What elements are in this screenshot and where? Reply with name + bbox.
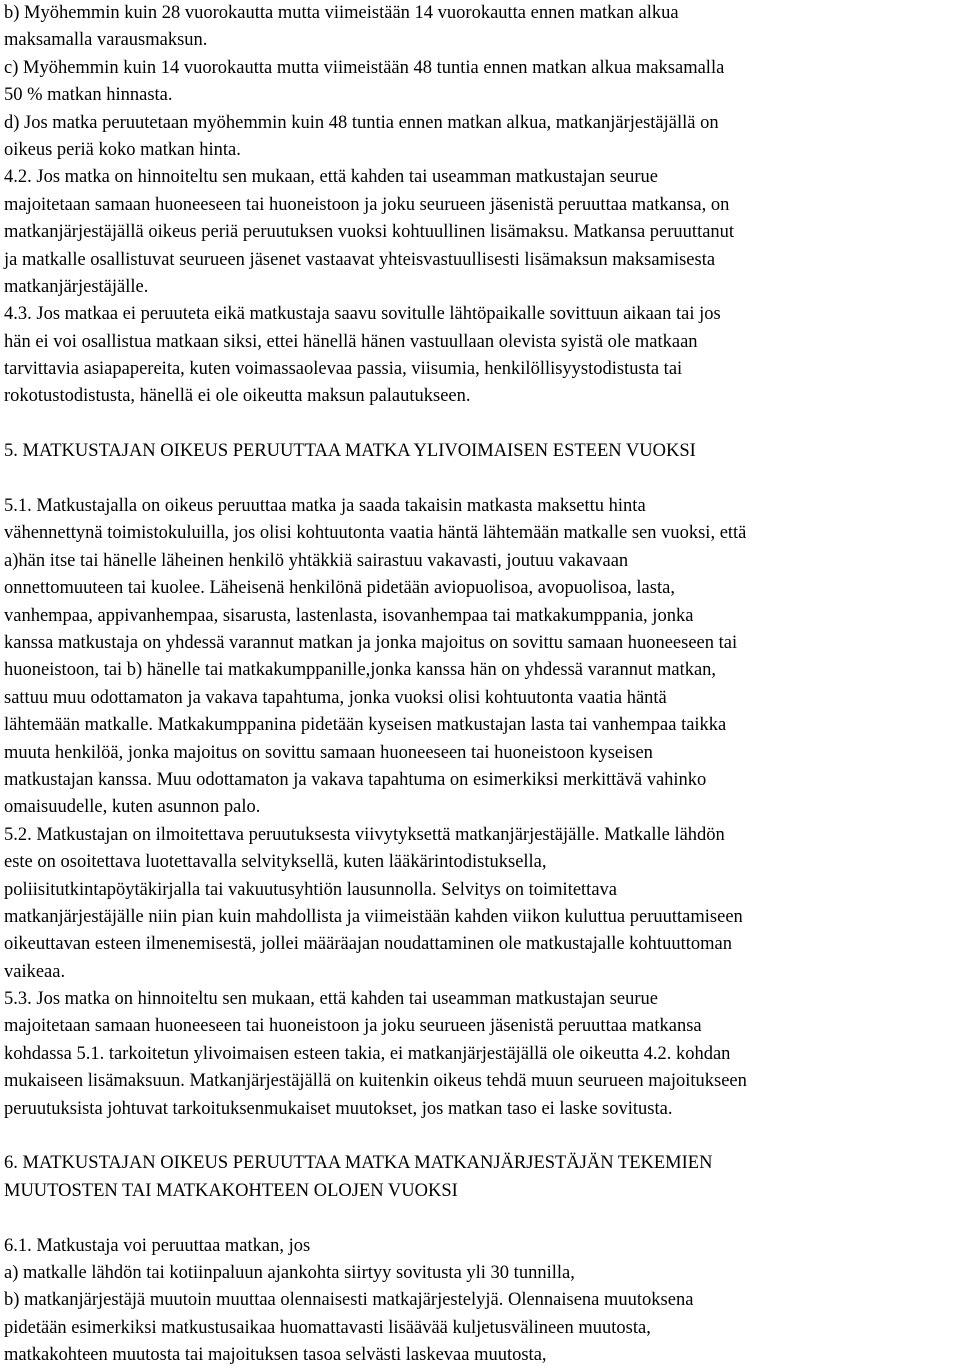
text-line: este on osoitettava luotettavalla selvityksellä, kuten lääkärintodistuksella, [4, 852, 547, 873]
text-line: vähennettynä toimistokuluilla, jos olisi kohtuutonta vaatia häntä lähtemään matkalle sen vuoksi, että [4, 523, 747, 544]
text-line: matkakohteen muutosta tai majoituksen tasoa selvästi laskevaa muutosta, [4, 1345, 547, 1366]
text-line: oikeuttavan esteen ilmenemisestä, jollei määräajan noudattaminen ole matkustajalle kohtuuttoman [4, 934, 732, 955]
text-line: pidetään esimerkiksi matkustusaikaa huomattavasti lisäävää kuljetusvälineen muutosta, [4, 1317, 651, 1338]
section-5-heading: 5. MATKUSTAJAN OIKEUS PERUUTTAA MATKA YLIVOIMAISEN ESTEEN VUOKSI [4, 441, 696, 462]
text-line: omaisuudelle, kuten asunnon palo. [4, 797, 261, 818]
blank-line [4, 1205, 956, 1232]
text-line: tarvittavia asiapapereita, kuten voimassaolevaa passia, viisumia, henkilöllisyystodistusta tai [4, 359, 683, 380]
text-line: onnettomuuteen tai kuolee. Läheisenä henkilönä pidetään aviopuolisoa, avopuolisoa, lasta, [4, 578, 675, 599]
text-line: poliisitutkintapöytäkirjalla tai vakuutusyhtiön lausunnolla. Selvitys on toimitettava [4, 879, 617, 900]
text-line: matkanjärjestäjälle niin pian kuin mahdollista ja viimeistään kahden viikon kuluttua peruuttamiseen [4, 906, 743, 927]
text-line: hän ei voi osallistua matkaan siksi, ettei hänellä hänen vastuullaan olevista syistä ole matkaan [4, 331, 698, 352]
text-line: majoitetaan samaan huoneeseen tai huoneistoon ja joku seurueen jäsenistä peruuttaa matkansa, on [4, 194, 730, 215]
text-line: b) matkanjärjestäjä muutoin muuttaa olennaisesti matkajärjestelyjä. Olennaisena muutoksena [4, 1290, 694, 1311]
text-line: sattuu muu odottamaton ja vakava tapahtuma, jonka vuoksi olisi kohtuutonta vaatia häntä [4, 687, 667, 708]
text-line: mukaiseen lisämaksuun. Matkanjärjestäjällä on kuitenkin oikeus tehdä muun seurueen majoitukseen [4, 1071, 747, 1092]
text-line: oikeus periä koko matkan hinta. [4, 139, 241, 160]
text-line: kohdassa 5.1. tarkoitetun ylivoimaisen esteen takia, ei matkanjärjestäjällä ole oikeutta 4.2. kohdan [4, 1043, 731, 1064]
text-line: a) matkalle lähdön tai kotiinpaluun ajankohta siirtyy sovitusta yli 30 tunnilla, [4, 1262, 575, 1283]
text-line: muuta henkilöä, jonka majoitus on sovittu samaan huoneeseen tai huoneistoon kyseisen [4, 742, 653, 763]
section-4-2-line: 4.2. Jos matka on hinnoiteltu sen mukaan, että kahden tai useamman matkustajan seurue [4, 167, 659, 188]
text-line: kanssa matkustaja on yhdessä varannut matkan ja jonka majoitus on sovittu samaan huoneeseen tai [4, 632, 738, 653]
section-6-heading-continued: MUUTOSTEN TAI MATKAKOHTEEN OLOJEN VUOKSI [4, 1180, 458, 1201]
text-line: b) Myöhemmin kuin 28 vuorokautta mutta viimeistään 14 vuorokautta ennen matkan alkua [4, 3, 679, 23]
text-line: rokotustodistusta, hänellä ei ole oikeutta maksun palautukseen. [4, 386, 471, 407]
blank-line [4, 411, 956, 438]
text-line: a)hän itse tai hänelle läheinen henkilö yhtäkkiä sairastuu vakavasti, joutuu vakavaan [4, 550, 629, 571]
text-line: matkustajan kanssa. Muu odottamaton ja vakava tapahtuma on esimerkiksi merkittävä vahinko [4, 769, 707, 790]
text-line: vanhempaa, appivanhempaa, sisarusta, lastenlasta, isovanhempaa tai matkakumppania, jonka [4, 605, 694, 626]
text-line: vaikeaa. [4, 961, 66, 982]
section-5-1-line: 5.1. Matkustajalla on oikeus peruuttaa matka ja saada takaisin matkasta maksettu hinta [4, 496, 646, 517]
text-line: huoneistoon, tai b) hänelle tai matkakumppanille,jonka kanssa hän on yhdessä varannut matkan, [4, 660, 717, 681]
section-6-heading: 6. MATKUSTAJAN OIKEUS PERUUTTAA MATKA MATKANJÄRJESTÄJÄN TEKEMIEN [4, 1153, 713, 1174]
text-line: 50 % matkan hinnasta. [4, 85, 173, 106]
text-line: matkanjärjestäjälle. [4, 276, 149, 297]
text-line: majoitetaan samaan huoneeseen tai huoneistoon ja joku seurueen jäsenistä peruuttaa matkansa [4, 1016, 702, 1037]
text-line: matkanjärjestäjällä oikeus periä peruutuksen vuoksi kohtuullinen lisämaksu. Matkansa peruuttanut [4, 222, 735, 243]
section-4-3-line: 4.3. Jos matkaa ei peruuteta eikä matkustaja saavu sovitulle lähtöpaikalle sovittuun aikaan tai jos [4, 304, 721, 325]
blank-line [4, 1123, 956, 1150]
text-line: ja matkalle osallistuvat seurueen jäsenet vastaavat yhteisvastuullisesti lisämaksun maksamisesta [4, 249, 716, 270]
text-line: maksamalla varausmaksun. [4, 30, 208, 51]
text-line: lähtemään matkalle. Matkakumppanina pidetään kyseisen matkustajan lasta tai vanhempaa taikka [4, 715, 727, 736]
text-line: d) Jos matka peruutetaan myöhemmin kuin 48 tuntia ennen matkan alkua, matkanjärjestäjällä on [4, 112, 719, 133]
text-line: peruutuksista johtuvat tarkoituksenmukaiset muutokset, jos matkan taso ei laske sovitusta. [4, 1098, 673, 1119]
blank-line [4, 466, 956, 493]
section-5-2-line: 5.2. Matkustajan on ilmoitettava peruutuksesta viivytyksettä matkanjärjestäjälle. Matkalle lähdön [4, 824, 725, 845]
section-6-1-line: 6.1. Matkustaja voi peruuttaa matkan, jos [4, 1235, 311, 1256]
document-page [4, 0, 956, 1370]
section-5-3-line: 5.3. Jos matka on hinnoiteltu sen mukaan, että kahden tai useamman matkustajan seurue [4, 989, 659, 1010]
text-line: c) Myöhemmin kuin 14 vuorokautta mutta viimeistään 48 tuntia ennen matkan alkua maksamalla [4, 57, 725, 78]
